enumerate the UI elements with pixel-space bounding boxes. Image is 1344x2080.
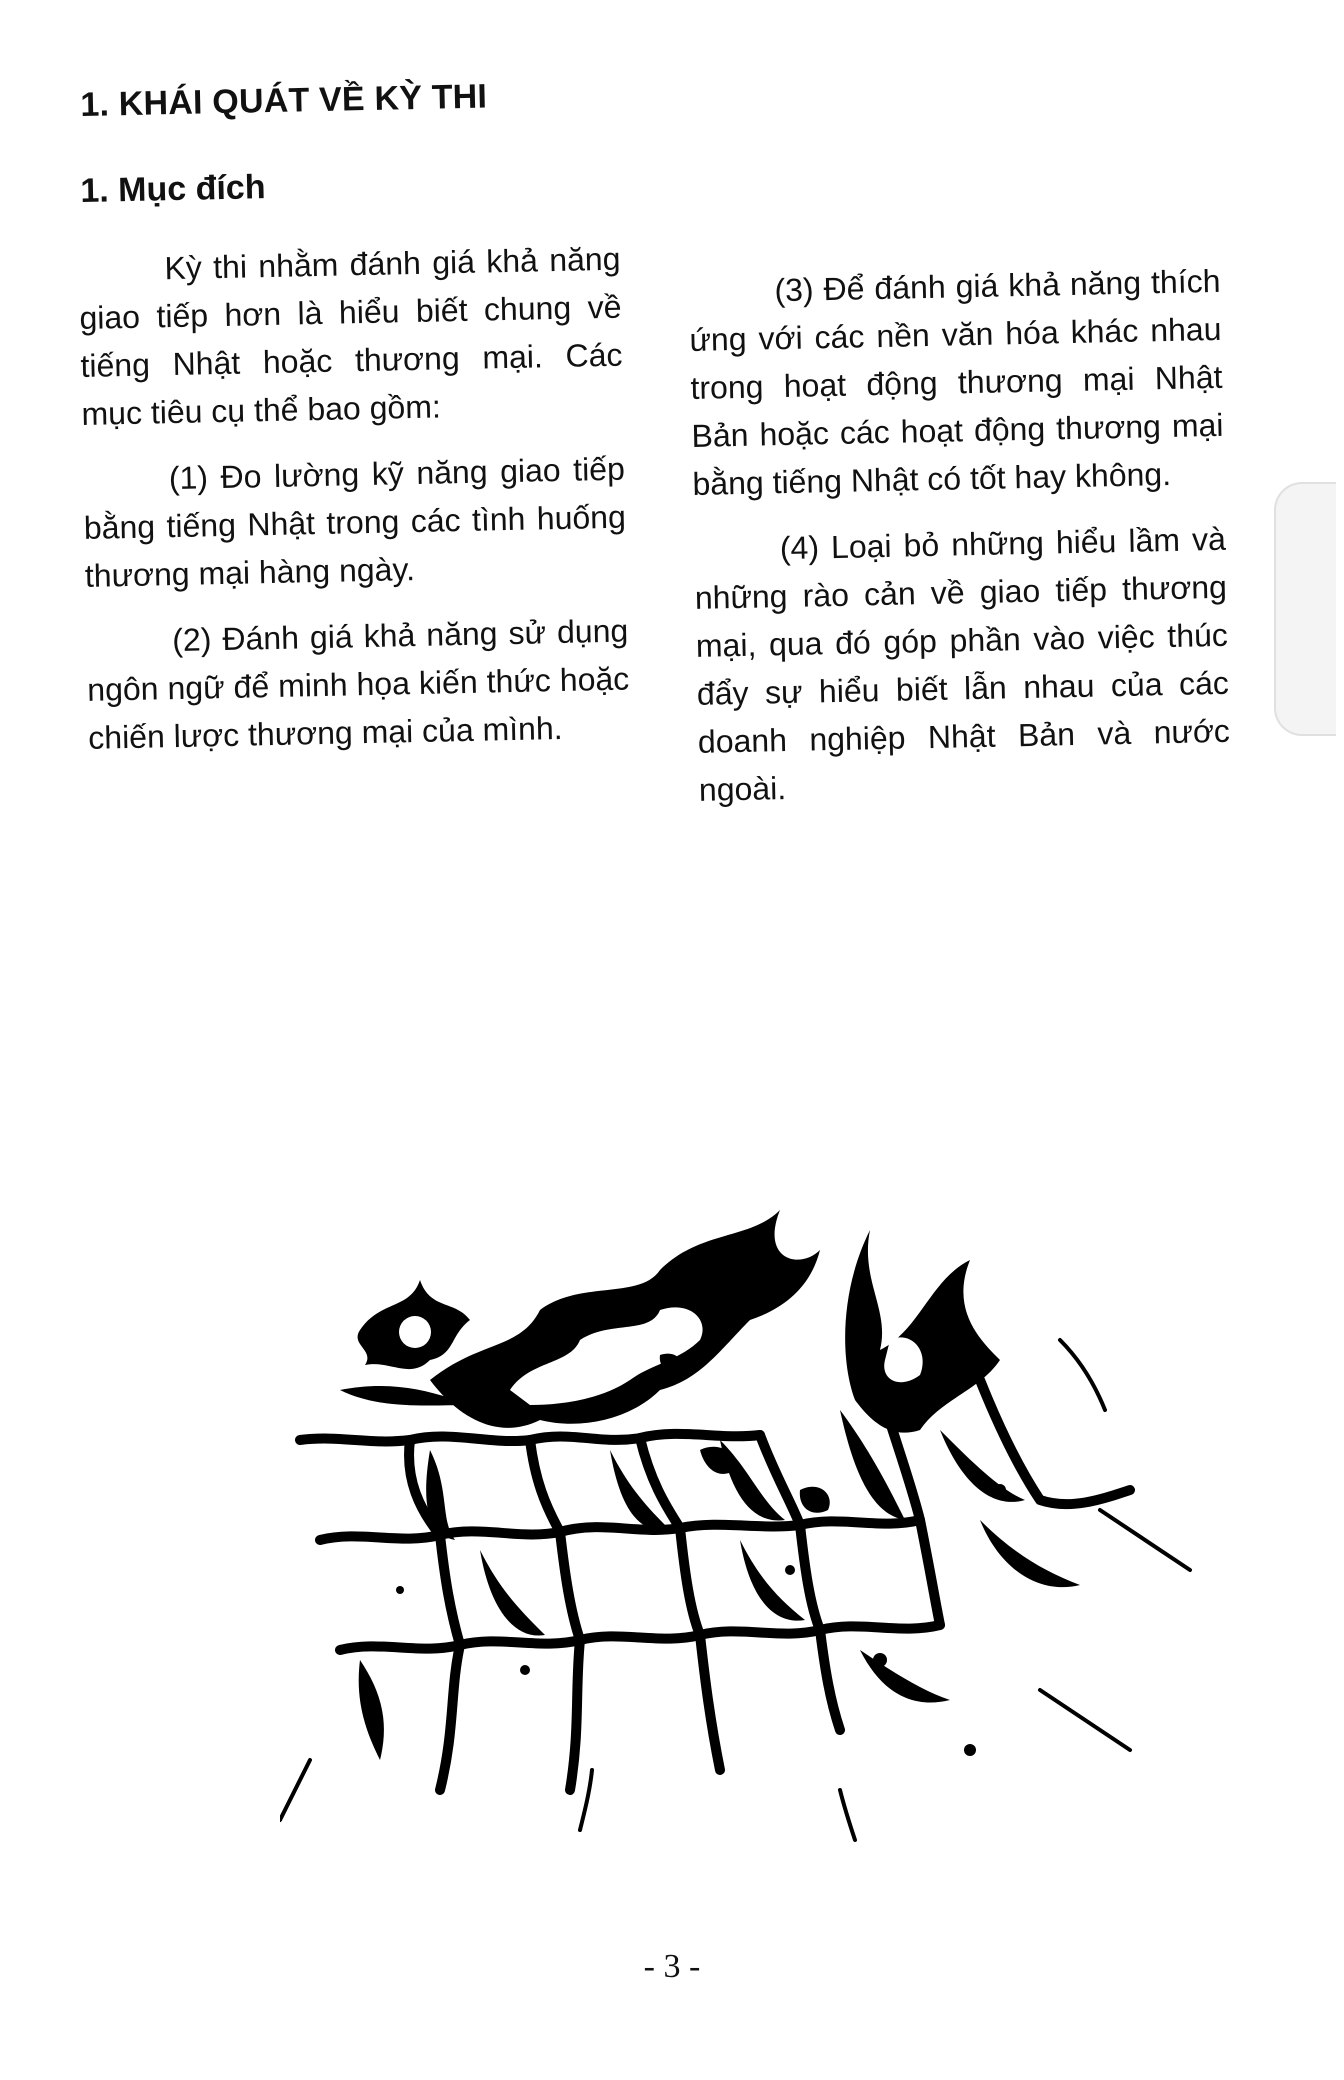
ink-cloud-center <box>430 1210 820 1428</box>
objective-1-paragraph: (1) Đo lường kỹ năng giao tiếp bằng tiếng Nhật trong các tình huống thương mại hàng ngày. <box>83 450 627 594</box>
ink-dot-2 <box>873 1653 887 1667</box>
intro-paragraph: Kỳ thi nhằm đánh giá khả năng giao tiếp hơn là hiểu biết chung về tiếng Nhật hoặc thương mại. Các mục tiêu cụ thể bao gồm: <box>79 240 623 432</box>
ink-splash-left-highlight <box>399 1316 431 1348</box>
stone-col-4 <box>760 1435 840 1730</box>
ink-flame-right <box>845 1230 1000 1433</box>
objective-4-paragraph: (4) Loại bỏ những hiểu lầm và những rào cản về giao tiếp thương mại, qua đó góp phần vào việc thúc đẩy sự hiểu biết lẫn nhau của các doanh nghiệp Nhật Bản và nước ngoài. <box>694 520 1231 808</box>
edge-stroke-right-2 <box>1100 1510 1190 1570</box>
section-heading: 1. KHÁI QUÁT VỀ KỲ THI <box>80 77 488 124</box>
cobblestone-illustration <box>280 1190 1220 1850</box>
ink-dot-1 <box>994 1484 1006 1496</box>
stone-row-2 <box>320 1520 920 1540</box>
ink-dot-4 <box>785 1565 795 1575</box>
crack-shadow-6 <box>480 1550 545 1636</box>
edge-stroke-right-1 <box>1060 1340 1105 1410</box>
crack-shadow-7 <box>740 1540 805 1621</box>
right-column <box>688 257 1232 832</box>
crack-shadow-9 <box>359 1660 384 1760</box>
crack-shadow-8 <box>980 1520 1080 1587</box>
subsection-heading: 1. Mục đích <box>80 168 266 210</box>
stone-col-3 <box>640 1438 720 1770</box>
edge-stroke-left <box>280 1760 310 1820</box>
objective-2-paragraph: (2) Đánh giá khả năng sử dụng ngôn ngữ để minh họa kiến thức hoặc chiến lược thương mại của mình. <box>86 612 630 756</box>
ink-dot-6 <box>396 1586 404 1594</box>
publisher-watermark <box>1274 482 1336 736</box>
edge-stroke-bottom-right <box>840 1790 855 1840</box>
stone-row-3 <box>340 1625 940 1650</box>
edge-stroke-bottom <box>580 1770 592 1830</box>
ink-dot-5 <box>964 1744 976 1756</box>
objective-3-paragraph: (3) Để đánh giá khả năng thích ứng với các nền văn hóa khác nhau trong hoạt động thương mại Nhật Bản hoặc các hoạt động thương mại bằng tiếng Nhật có tốt hay không. <box>689 262 1224 502</box>
page-number: - 3 - <box>643 1948 701 1985</box>
left-column <box>78 235 631 780</box>
ink-dot-3 <box>520 1665 530 1675</box>
stone-face-dark-2 <box>800 1487 830 1513</box>
edge-stroke-right-3 <box>1040 1690 1130 1750</box>
stone-col-2 <box>530 1440 580 1790</box>
stone-face-dark-1 <box>700 1447 736 1474</box>
